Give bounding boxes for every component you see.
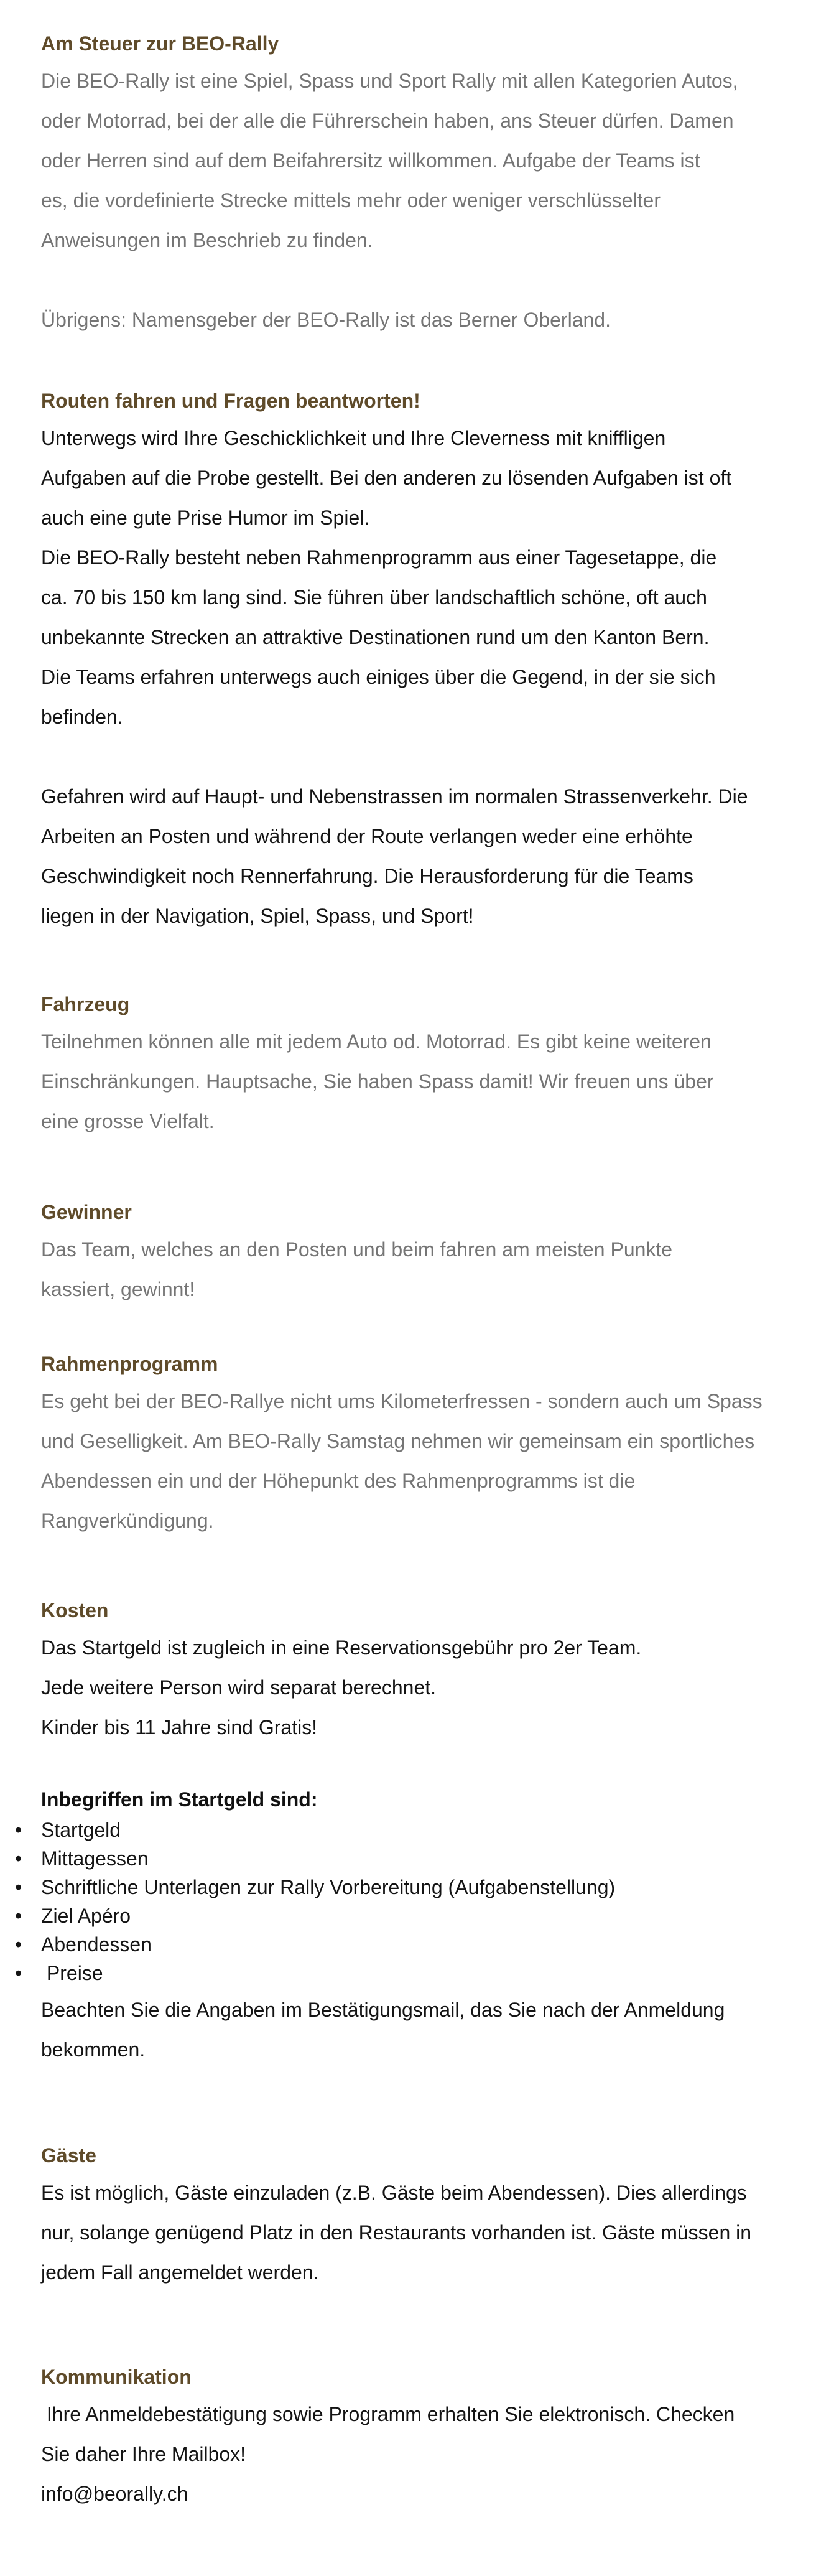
paragraph-line: Das Team, welches an den Posten und beim fahren am meisten Punkte (41, 1238, 673, 1261)
section-kommunikation (41, 2359, 800, 2514)
paragraph-line: oder Motorrad, bei der alle die Führerschein haben, ans Steuer dürfen. Damen (41, 110, 734, 132)
bullet-icon: • (15, 1819, 22, 1841)
paragraph-line: Anweisungen im Beschrieb zu finden. (41, 229, 373, 251)
paragraph-line: Rangverkündigung. (41, 1510, 214, 1532)
heading-kommunikation: Kommunikation (41, 2366, 192, 2388)
paragraph-line: Die BEO-Rally besteht neben Rahmenprogramm aus einer Tagesetappe, die (41, 546, 717, 569)
list-item: • Ziel Apéro (41, 1902, 800, 1930)
bullet-icon: • (15, 1847, 22, 1870)
paragraph-line: Gefahren wird auf Haupt- und Nebenstrassen im normalen Strassenverkehr. Die (41, 785, 748, 808)
section-rahmenprogramm (41, 1346, 800, 1541)
bullet-icon: • (15, 1962, 22, 1984)
paragraph-line: Es geht bei der BEO-Rallye nicht ums Kilometerfressen - sondern auch um Spass (41, 1390, 763, 1412)
heading-fahrzeug: Fahrzeug (41, 993, 130, 1015)
paragraph-line: Ihre Anmeldebestätigung sowie Programm erhalten Sie elektronisch. Checken (41, 2403, 735, 2425)
section-kosten (15, 1593, 800, 2070)
paragraph-line: Kinder bis 11 Jahre sind Gratis! (41, 1716, 318, 1738)
heading-routen: Routen fahren und Fragen beantworten! (41, 390, 420, 412)
section-steuer (41, 26, 800, 340)
section-gaeste (41, 2138, 800, 2292)
paragraph-line: Die Teams erfahren unterwegs auch einiges über die Gegend, in der sie sich (41, 666, 716, 688)
paragraph-line: befinden. (41, 706, 123, 728)
paragraph-line: es, die vordefinierte Strecke mittels mehr oder weniger verschlüsselter (41, 189, 661, 212)
paragraph-line: eine grosse Vielfalt. (41, 1110, 215, 1132)
paragraph-line: nur, solange genügend Platz in den Restaurants vorhanden ist. Gäste müssen in (41, 2221, 752, 2244)
section-gewinner (41, 1195, 800, 1309)
paragraph-line: Teilnehmen können alle mit jedem Auto od. Motorrad. Es gibt keine weiteren (41, 1030, 712, 1053)
paragraph-line: Die BEO-Rally ist eine Spiel, Spass und Sport Rally mit allen Kategorien Autos, (41, 70, 738, 92)
paragraph-line: bekommen. (41, 2038, 146, 2061)
included-list (0, 1816, 800, 1987)
bullet-icon: • (15, 1933, 22, 1956)
paragraph-line: Arbeiten an Posten und während der Route verlangen weder eine erhöhte (41, 825, 693, 847)
heading-steuer: Am Steuer zur BEO-Rally (41, 32, 279, 55)
heading-gewinner: Gewinner (41, 1201, 132, 1223)
section-fahrzeug (41, 987, 800, 1141)
paragraph-line: liegen in der Navigation, Spiel, Spass, und Sport! (41, 905, 474, 927)
list-item: • Schriftliche Unterlagen zur Rally Vorbereitung (Aufgabenstellung) (41, 1873, 800, 1902)
paragraph-line: ca. 70 bis 150 km lang sind. Sie führen über landschaftlich schöne, oft auch (41, 586, 707, 609)
paragraph-line: Beachten Sie die Angaben im Bestätigungsmail, das Sie nach der Anmeldung (41, 1999, 725, 2021)
section-routen (41, 383, 800, 936)
email-link[interactable]: info@beorally.ch (41, 2483, 188, 2505)
paragraph-line: Das Startgeld ist zugleich in eine Reservationsgebühr pro 2er Team. (41, 1636, 642, 1659)
paragraph-line: Geschwindigkeit noch Rennerfahrung. Die Herausforderung für die Teams (41, 865, 693, 887)
bullet-icon: • (15, 1876, 22, 1898)
list-item: • Mittagessen (41, 1844, 800, 1873)
heading-gaeste: Gäste (41, 2144, 96, 2167)
paragraph-line: und Geselligkeit. Am BEO-Rally Samstag nehmen wir gemeinsam ein sportliches (41, 1430, 755, 1452)
included-title: Inbegriffen im Startgeld sind: (41, 1788, 318, 1811)
list-item: • Startgeld (41, 1816, 800, 1844)
paragraph-line: kassiert, gewinnt! (41, 1278, 195, 1300)
paragraph-line: jedem Fall angemeldet werden. (41, 2261, 319, 2284)
paragraph-line: Jede weitere Person wird separat berechnet. (41, 1676, 437, 1699)
content-column (15, 26, 800, 2514)
paragraph-line: Aufgaben auf die Probe gestellt. Bei den anderen zu lösenden Aufgaben ist oft (41, 467, 732, 489)
paragraph-line: oder Herren sind auf dem Beifahrersitz willkommen. Aufgabe der Teams ist (41, 149, 700, 172)
list-item: • Abendessen (41, 1930, 800, 1959)
paragraph-line: unbekannte Strecken an attraktive Destinationen rund um den Kanton Bern. (41, 626, 710, 648)
paragraph-line: Abendessen ein und der Höhepunkt des Rahmenprogramms ist die (41, 1470, 636, 1492)
paragraph-line: Einschränkungen. Hauptsache, Sie haben Spass damit! Wir freuen uns über (41, 1070, 714, 1093)
berner-oberland-note: Übrigens: Namensgeber der BEO-Rally ist das Berner Oberland. (41, 309, 611, 331)
paragraph-line: Unterwegs wird Ihre Geschicklichkeit und Ihre Cleverness mit kniffligen (41, 427, 666, 449)
paragraph-line: Sie daher Ihre Mailbox! (41, 2443, 246, 2465)
bullet-icon: • (15, 1905, 22, 1927)
paragraph-line: auch eine gute Prise Humor im Spiel. (41, 506, 370, 529)
list-item: • Preise (41, 1959, 800, 1987)
heading-kosten: Kosten (41, 1599, 109, 1622)
paragraph-line: Es ist möglich, Gäste einzuladen (z.B. Gäste beim Abendessen). Dies allerdings (41, 2182, 747, 2204)
heading-rahmenprogramm: Rahmenprogramm (41, 1353, 218, 1375)
